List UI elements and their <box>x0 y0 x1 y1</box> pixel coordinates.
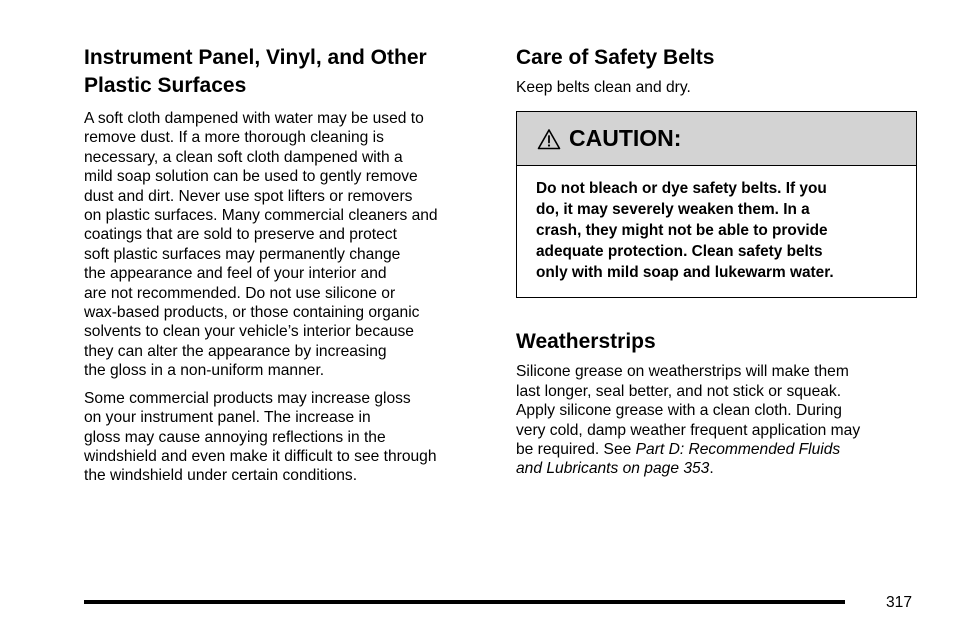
instrument-panel-heading: Instrument Panel, Vinyl, and Other Plastic Surfaces <box>84 46 427 97</box>
instrument-panel-paragraph-1: A soft cloth dampened with water may be used to remove dust. If a more thorough cleaning is necessary, a clean soft cloth dampened with a mild soap solution can be used to gently remove dust and dirt. Never use spot lifters or removers on plastic surfaces. Many commercial cleaners and coatings that are sold to preserve and protect soft plastic surfaces may permanently change the appearance and feel of your interior and are not recommended. Do not use silicone or wax-based products, or those containing organic solvents to clean your vehicle’s interior because they can alter the appearance by increasing the gloss in a non-uniform manner. <box>84 110 438 380</box>
safety-belts-heading: Care of Safety Belts <box>516 46 715 69</box>
weatherstrips-paragraph <box>516 362 918 478</box>
warning-triangle-icon <box>537 128 561 150</box>
caution-text: Do not bleach or dye safety belts. If you do, it may severely weaken them. In a crash, they might not be able to provide adequate protection. Clean safety belts only with mild soap and lukewarm water. <box>536 180 834 282</box>
instrument-panel-paragraph-2: Some commercial products may increase gloss on your instrument panel. The increase in gloss may cause annoying reflections in the windshield and even make it difficult to see through the windshield under certain conditions. <box>84 389 437 485</box>
weatherstrips-text: Silicone grease on weatherstrips will make them last longer, seal better, and not stick or squeak. Apply silicone grease with a clean cloth. During very cold, damp weather frequent application may be required. See <box>516 363 861 459</box>
page-number: 317 <box>886 594 913 611</box>
weatherstrips-text-end: . <box>709 460 714 478</box>
caution-box <box>516 111 917 298</box>
caution-header <box>517 112 916 166</box>
right-column <box>516 44 918 487</box>
footer-rule <box>84 600 845 604</box>
left-column <box>84 44 490 494</box>
weatherstrips-heading: Weatherstrips <box>516 330 656 354</box>
safety-belts-paragraph: Keep belts clean and dry. <box>516 79 691 96</box>
caution-title: CAUTION: <box>569 125 682 152</box>
recommended-fluids-reference: Part D: Recommended Fluids and Lubricants on page 353 <box>516 441 841 478</box>
